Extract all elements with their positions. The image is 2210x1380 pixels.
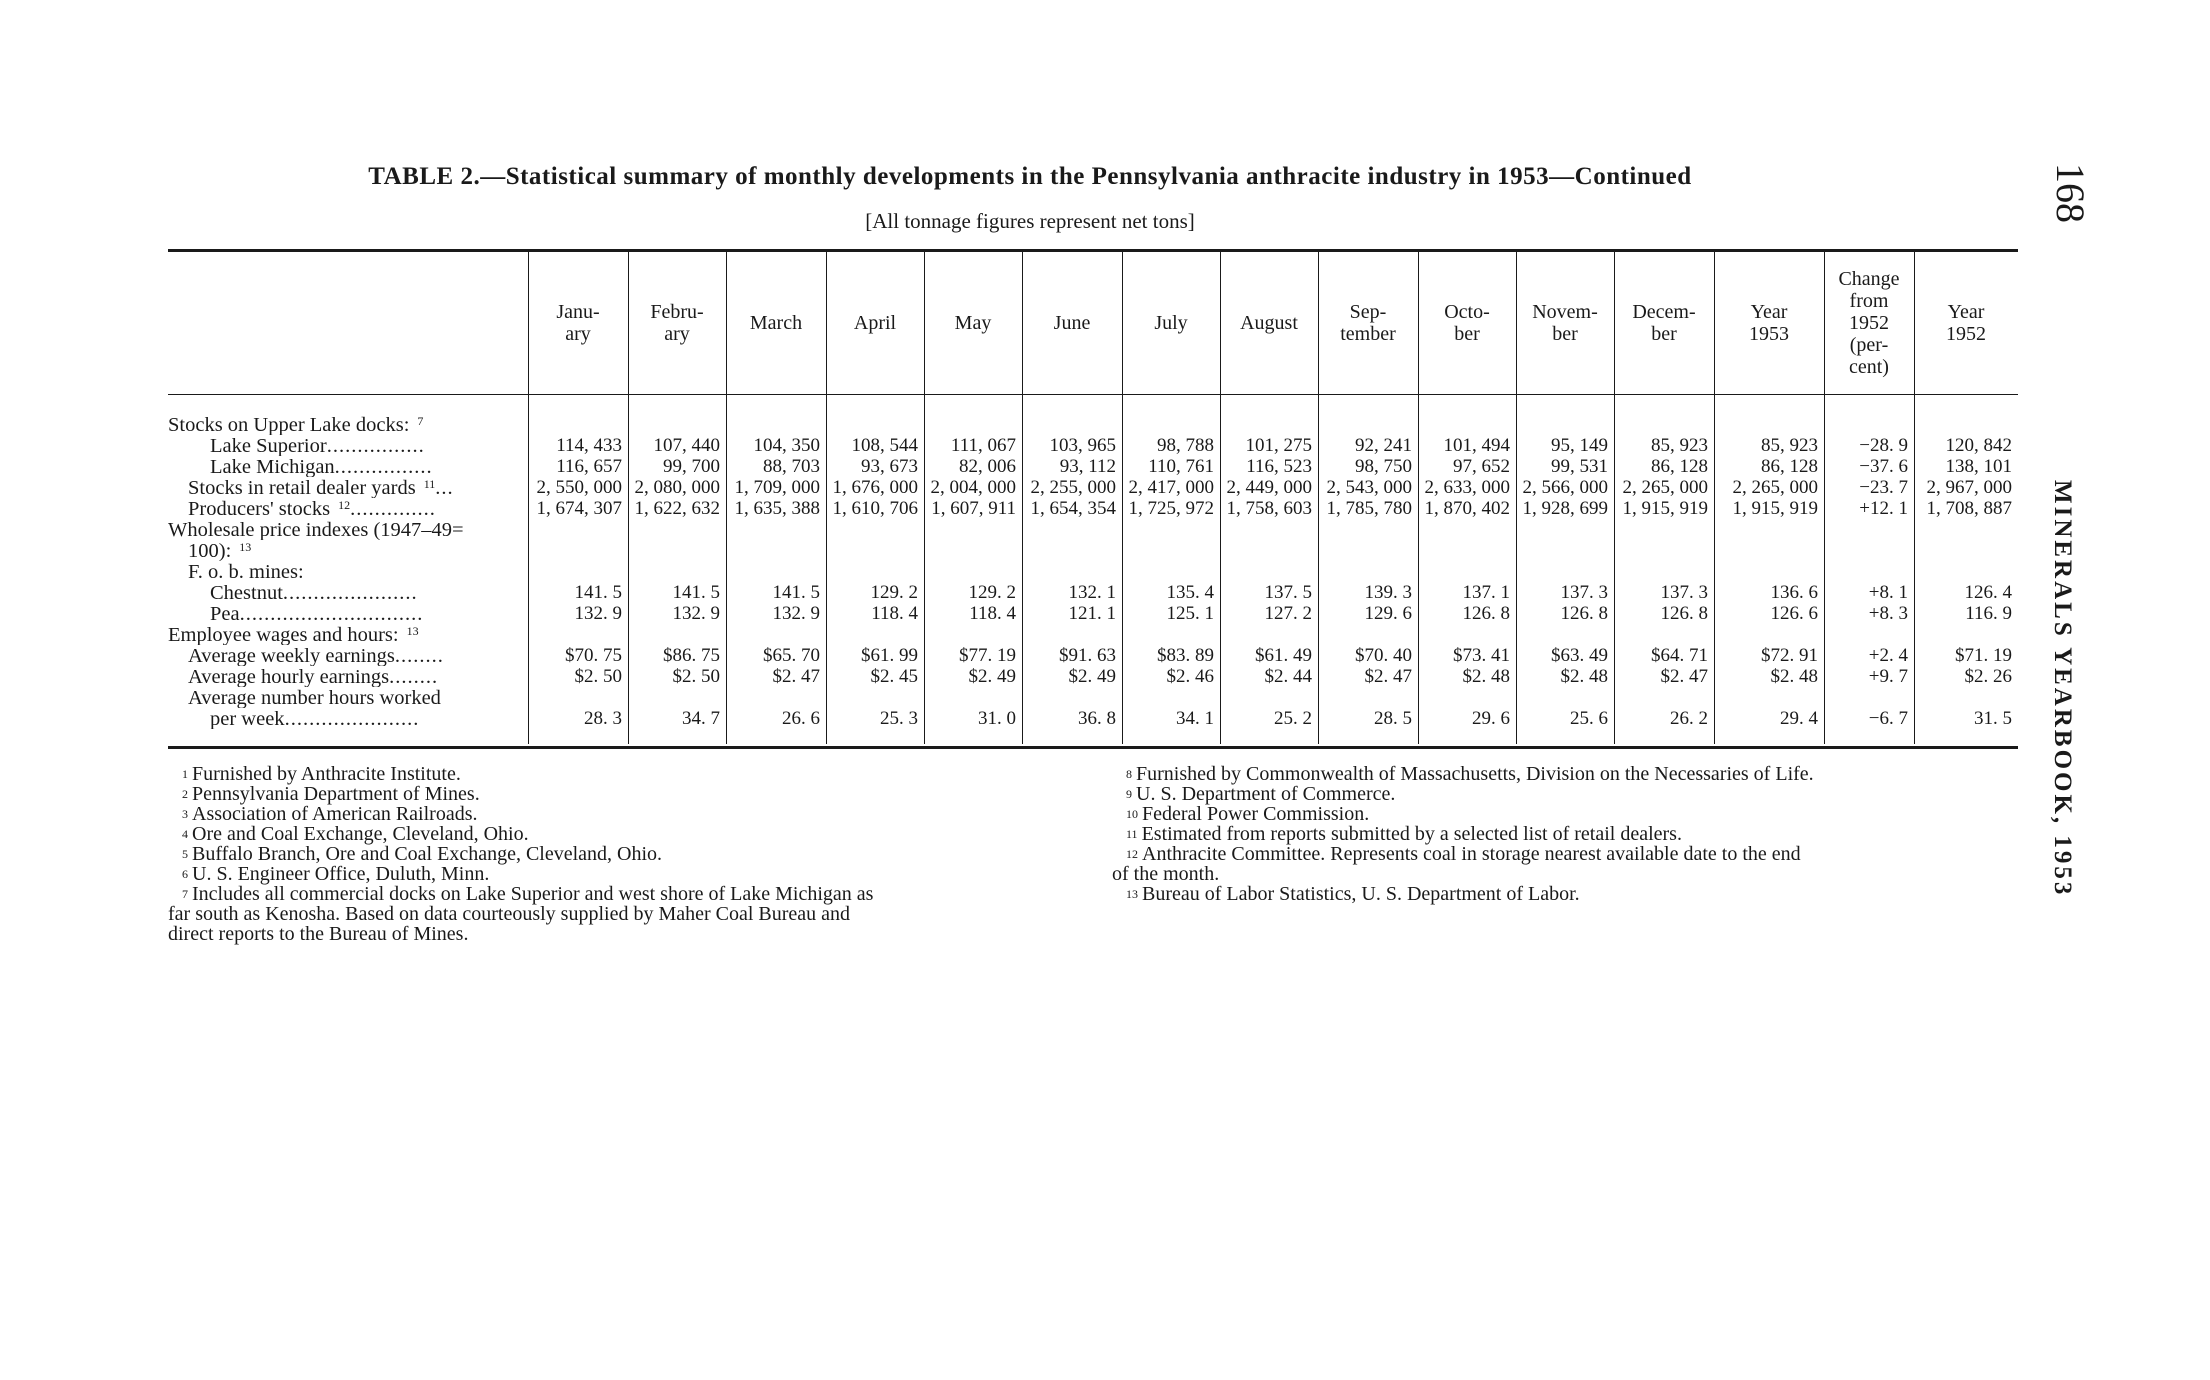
cell-lake-superior-november: 95, 149 <box>1551 435 1608 456</box>
row-label-lake-superior <box>168 436 528 456</box>
cell-lake-superior-march: 104, 350 <box>753 435 820 456</box>
col-header-label: July <box>1154 312 1188 334</box>
cell-pea-january: 132. 9 <box>574 603 622 624</box>
leader-dots: ...................... <box>282 583 418 603</box>
cell-lake-michigan-april: 93, 673 <box>861 456 918 477</box>
col-header-may <box>924 252 1022 394</box>
cell-pea-april: 118. 4 <box>871 603 918 624</box>
footnote-text: Buffalo Branch, Ore and Coal Exchange, Cleveland, Ohio. <box>192 843 663 865</box>
cell-hourly-earnings-year-1953: $2. 48 <box>1770 666 1818 687</box>
table-bottom-rule <box>168 746 2018 749</box>
cell-chestnut-august: 137. 5 <box>1264 582 1312 603</box>
cell-lake-superior-year-1953: 85, 923 <box>1761 435 1818 456</box>
cell-lake-michigan-september: 98, 750 <box>1355 456 1412 477</box>
table-subtitle: [All tonnage figures represent net tons] <box>865 209 1195 233</box>
row-label-text: F. o. b. mines: <box>188 562 304 582</box>
cell-lake-superior-january: 114, 433 <box>556 435 622 456</box>
cell-lake-superior-september: 92, 241 <box>1355 435 1412 456</box>
cell-chestnut-june: 132. 1 <box>1068 582 1116 603</box>
col-header-march <box>726 252 826 394</box>
col-header-label: April <box>853 312 897 334</box>
cell-hourly-earnings-february: $2. 50 <box>672 666 720 687</box>
cell-retail-stocks-change-percent: −23. 7 <box>1859 477 1908 498</box>
cell-producers-stocks-august: 1, 758, 603 <box>1226 498 1312 519</box>
cell-hourly-earnings-year-1952: $2. 26 <box>1964 666 2012 687</box>
cell-hours-line2-year-1953: 29. 4 <box>1780 708 1818 729</box>
footnote-text: of the month. <box>1112 863 1220 885</box>
row-label-stocks-upper-lake <box>168 415 528 435</box>
cell-hours-line2-june: 36. 8 <box>1078 708 1116 729</box>
cell-chestnut-february: 141. 5 <box>672 582 720 603</box>
col-header-label: Change from 1952 (per- cent) <box>1838 268 1900 378</box>
col-header-change-percent <box>1824 252 1914 394</box>
row-label-wholesale-line2 <box>168 541 528 561</box>
footnote-ref: 7 <box>414 415 424 428</box>
cell-chestnut-year-1952: 126. 4 <box>1964 582 2012 603</box>
row-label-weekly-earnings <box>168 646 528 666</box>
cell-lake-superior-change-percent: −28. 9 <box>1859 435 1908 456</box>
row-label-chestnut <box>168 583 528 603</box>
col-header-label: Year 1953 <box>1749 301 1789 345</box>
footnote-text: Includes all commercial docks on Lake Superior and west shore of Lake Michigan as <box>192 883 874 905</box>
row-label-text: Stocks in retail dealer yards <box>188 478 416 498</box>
footnote-text: Anthracite Committee. Represents coal in storage nearest available date to the end <box>1142 843 1801 865</box>
footnote-line <box>182 784 480 804</box>
leader-dots: ................ <box>326 436 425 456</box>
footnote-line <box>1126 824 1682 844</box>
cell-retail-stocks-november: 2, 566, 000 <box>1522 477 1608 498</box>
cell-weekly-earnings-april: $61. 99 <box>861 645 918 666</box>
page-number: 168 <box>2048 163 2093 223</box>
row-label-text: Chestnut <box>210 583 283 603</box>
cell-hourly-earnings-june: $2. 49 <box>1068 666 1116 687</box>
footnote-ref: 13 <box>236 541 252 554</box>
cell-pea-year-1952: 116. 9 <box>1965 603 2012 624</box>
col-header-label: August <box>1240 312 1298 334</box>
cell-pea-august: 127. 2 <box>1264 603 1312 624</box>
cell-producers-stocks-year-1952: 1, 708, 887 <box>1926 498 2012 519</box>
footnote-text: U. S. Engineer Office, Duluth, Minn. <box>192 863 490 885</box>
cell-hourly-earnings-november: $2. 48 <box>1560 666 1608 687</box>
footnote-number: 9 <box>1126 787 1132 801</box>
cell-retail-stocks-april: 1, 676, 000 <box>832 477 918 498</box>
cell-pea-november: 126. 8 <box>1560 603 1608 624</box>
cell-retail-stocks-february: 2, 080, 000 <box>634 477 720 498</box>
footnote-text: Pennsylvania Department of Mines. <box>192 783 480 805</box>
cell-weekly-earnings-july: $83. 89 <box>1157 645 1214 666</box>
cell-producers-stocks-february: 1, 622, 632 <box>634 498 720 519</box>
cell-retail-stocks-august: 2, 449, 000 <box>1226 477 1312 498</box>
cell-weekly-earnings-august: $61. 49 <box>1255 645 1312 666</box>
cell-retail-stocks-march: 1, 709, 000 <box>734 477 820 498</box>
cell-lake-superior-april: 108, 544 <box>851 435 918 456</box>
cell-hourly-earnings-march: $2. 47 <box>772 666 820 687</box>
cell-retail-stocks-year-1953: 2, 265, 000 <box>1732 477 1818 498</box>
cell-producers-stocks-change-percent: +12. 1 <box>1859 498 1908 519</box>
running-head: MINERALS YEARBOOK, 1953 <box>2049 480 2076 898</box>
cell-lake-michigan-february: 99, 700 <box>663 456 720 477</box>
col-header-july <box>1122 252 1220 394</box>
cell-producers-stocks-june: 1, 654, 354 <box>1030 498 1116 519</box>
cell-pea-year-1953: 126. 6 <box>1770 603 1818 624</box>
row-label-fob-mines <box>168 562 528 582</box>
cell-hours-line2-november: 25. 6 <box>1570 708 1608 729</box>
cell-weekly-earnings-february: $86. 75 <box>663 645 720 666</box>
row-label-hourly-earnings <box>168 667 528 687</box>
cell-lake-superior-august: 101, 275 <box>1245 435 1312 456</box>
cell-chestnut-change-percent: +8. 1 <box>1868 582 1908 603</box>
footnote-number: 12 <box>1126 847 1138 861</box>
cell-weekly-earnings-change-percent: +2. 4 <box>1868 645 1908 666</box>
footnote-line <box>182 864 489 884</box>
cell-pea-october: 126. 8 <box>1462 603 1510 624</box>
row-label-lake-michigan <box>168 457 528 477</box>
cell-weekly-earnings-october: $73. 41 <box>1453 645 1510 666</box>
cell-chestnut-april: 129. 2 <box>870 582 918 603</box>
cell-pea-june: 121. 1 <box>1068 603 1116 624</box>
cell-hours-line2-april: 25. 3 <box>880 708 918 729</box>
row-label-text: Pea <box>210 604 240 624</box>
row-label-producers-stocks <box>168 499 528 519</box>
cell-lake-superior-june: 103, 965 <box>1049 435 1116 456</box>
cell-hours-line2-december: 26. 2 <box>1670 708 1708 729</box>
col-header-label: Octo- ber <box>1444 301 1490 345</box>
col-header-year-1952 <box>1914 252 2018 394</box>
footnote-number: 5 <box>182 847 188 861</box>
cell-lake-michigan-october: 97, 652 <box>1453 456 1510 477</box>
cell-producers-stocks-april: 1, 610, 706 <box>832 498 918 519</box>
footnote-text: direct reports to the Bureau of Mines. <box>168 923 469 945</box>
cell-weekly-earnings-november: $63. 49 <box>1551 645 1608 666</box>
row-label-wholesale-line1 <box>168 520 528 540</box>
cell-lake-michigan-december: 86, 128 <box>1651 456 1708 477</box>
cell-lake-superior-february: 107, 440 <box>653 435 720 456</box>
row-label-text: per week <box>210 709 285 729</box>
col-header-august <box>1220 252 1318 394</box>
cell-hours-line2-may: 31. 0 <box>978 708 1016 729</box>
col-header-label: Febru- ary <box>650 301 704 345</box>
cell-weekly-earnings-june: $91. 63 <box>1059 645 1116 666</box>
cell-hourly-earnings-october: $2. 48 <box>1462 666 1510 687</box>
footnote-number: 13 <box>1126 887 1138 901</box>
cell-producers-stocks-october: 1, 870, 402 <box>1424 498 1510 519</box>
cell-retail-stocks-january: 2, 550, 000 <box>536 477 622 498</box>
cell-pea-february: 132. 9 <box>672 603 720 624</box>
footnote-text: Ore and Coal Exchange, Cleveland, Ohio. <box>192 823 529 845</box>
cell-pea-march: 132. 9 <box>772 603 820 624</box>
footnote-line <box>182 804 478 824</box>
cell-pea-july: 125. 1 <box>1166 603 1214 624</box>
col-header-february <box>628 252 726 394</box>
cell-hourly-earnings-july: $2. 46 <box>1166 666 1214 687</box>
cell-lake-michigan-change-percent: −37. 6 <box>1859 456 1908 477</box>
footnote-line <box>1126 884 1580 904</box>
col-header-april <box>826 252 924 394</box>
cell-chestnut-may: 129. 2 <box>968 582 1016 603</box>
col-header-label: March <box>749 312 803 334</box>
cell-chestnut-october: 137. 1 <box>1462 582 1510 603</box>
cell-producers-stocks-may: 1, 607, 911 <box>931 498 1016 519</box>
cell-weekly-earnings-january: $70. 75 <box>565 645 622 666</box>
col-header-label: Novem- ber <box>1532 301 1598 345</box>
footnote-line <box>182 884 873 904</box>
cell-lake-superior-december: 85, 923 <box>1651 435 1708 456</box>
cell-pea-september: 129. 6 <box>1364 603 1412 624</box>
cell-hourly-earnings-august: $2. 44 <box>1264 666 1312 687</box>
cell-hourly-earnings-april: $2. 45 <box>870 666 918 687</box>
cell-chestnut-year-1953: 136. 6 <box>1770 582 1818 603</box>
cell-hourly-earnings-september: $2. 47 <box>1364 666 1412 687</box>
footnote-line <box>1126 804 1369 824</box>
footnote-line <box>1126 764 1814 784</box>
cell-retail-stocks-september: 2, 543, 000 <box>1326 477 1412 498</box>
row-label-retail-stocks <box>168 478 528 498</box>
row-label-text: Producers' stocks <box>188 499 331 519</box>
table-title: TABLE 2.—Statistical summary of monthly developments in the Pennsylvania anthracite industry in 1953—Continued <box>368 163 1692 190</box>
cell-producers-stocks-march: 1, 635, 388 <box>734 498 820 519</box>
col-header-june <box>1022 252 1122 394</box>
footnote-number: 6 <box>182 867 188 881</box>
leader-dots: ................ <box>334 457 433 477</box>
cell-retail-stocks-october: 2, 633, 000 <box>1424 477 1510 498</box>
footnote-text: Association of American Railroads. <box>192 803 478 825</box>
col-header-year-1953 <box>1714 252 1824 394</box>
cell-producers-stocks-november: 1, 928, 699 <box>1522 498 1608 519</box>
col-header-october <box>1418 252 1516 394</box>
row-label-hours-line2 <box>168 709 528 729</box>
col-header-december <box>1614 252 1714 394</box>
footnote-text: Furnished by Anthracite Institute. <box>192 763 461 785</box>
cell-weekly-earnings-march: $65. 70 <box>763 645 820 666</box>
cell-hours-line2-march: 26. 6 <box>782 708 820 729</box>
cell-hours-line2-january: 28. 3 <box>584 708 622 729</box>
cell-chestnut-march: 141. 5 <box>772 582 820 603</box>
cell-weekly-earnings-year-1952: $71. 19 <box>1955 645 2012 666</box>
footnote-number: 10 <box>1126 807 1138 821</box>
footnote-text: Estimated from reports submitted by a selected list of retail dealers. <box>1141 823 1682 845</box>
row-label-text: Lake Michigan <box>210 457 335 477</box>
col-header-january <box>528 252 628 394</box>
cell-weekly-earnings-december: $64. 71 <box>1651 645 1708 666</box>
footnote-line <box>168 904 850 924</box>
footnote-line <box>182 844 662 864</box>
footnote-text: Bureau of Labor Statistics, U. S. Department of Labor. <box>1142 883 1580 905</box>
cell-hourly-earnings-change-percent: +9. 7 <box>1868 666 1908 687</box>
cell-lake-michigan-year-1953: 86, 128 <box>1761 456 1818 477</box>
footnote-number: 3 <box>182 807 188 821</box>
leader-dots: .............. <box>350 499 436 519</box>
cell-producers-stocks-july: 1, 725, 972 <box>1128 498 1214 519</box>
cell-lake-michigan-november: 99, 531 <box>1551 456 1608 477</box>
cell-hours-line2-august: 25. 2 <box>1274 708 1312 729</box>
footnote-line <box>182 824 529 844</box>
leader-dots: ...................... <box>284 709 420 729</box>
cell-lake-michigan-july: 110, 761 <box>1148 456 1214 477</box>
cell-chestnut-september: 139. 3 <box>1364 582 1412 603</box>
footnote-ref: 11 <box>420 478 436 491</box>
cell-lake-michigan-january: 116, 657 <box>556 456 622 477</box>
col-header-label: Sep- tember <box>1340 301 1396 345</box>
col-header-label: Year 1952 <box>1946 301 1986 345</box>
footnote-line <box>1126 844 1801 864</box>
row-label-text: Stocks on Upper Lake docks: <box>168 415 410 435</box>
leader-dots: ........ <box>394 646 444 666</box>
row-label-employee-wages <box>168 625 528 645</box>
footnote-number: 4 <box>182 827 188 841</box>
cell-retail-stocks-may: 2, 004, 000 <box>930 477 1016 498</box>
cell-pea-may: 118. 4 <box>969 603 1016 624</box>
footnote-number: 1 <box>182 767 188 781</box>
cell-lake-michigan-year-1952: 138, 101 <box>1945 456 2012 477</box>
cell-hours-line2-year-1952: 31. 5 <box>1974 708 2012 729</box>
cell-producers-stocks-december: 1, 915, 919 <box>1622 498 1708 519</box>
cell-hours-line2-change-percent: −6. 7 <box>1868 708 1908 729</box>
cell-weekly-earnings-year-1953: $72. 91 <box>1761 645 1818 666</box>
cell-lake-michigan-may: 82, 006 <box>959 456 1016 477</box>
footnote-number: 7 <box>182 887 188 901</box>
footnote-line <box>182 764 461 784</box>
cell-lake-superior-july: 98, 788 <box>1157 435 1214 456</box>
row-label-text: 100): <box>188 541 232 561</box>
leader-dots: .............................. <box>239 604 424 624</box>
col-header-label: June <box>1053 312 1091 334</box>
cell-hourly-earnings-may: $2. 49 <box>968 666 1016 687</box>
cell-retail-stocks-year-1952: 2, 967, 000 <box>1926 477 2012 498</box>
cell-chestnut-december: 137. 3 <box>1660 582 1708 603</box>
cell-retail-stocks-december: 2, 265, 000 <box>1622 477 1708 498</box>
row-label-text: Employee wages and hours: <box>168 625 399 645</box>
cell-chestnut-july: 135. 4 <box>1166 582 1214 603</box>
cell-pea-change-percent: +8. 3 <box>1868 603 1908 624</box>
cell-lake-superior-may: 111, 067 <box>950 435 1016 456</box>
cell-lake-michigan-june: 93, 112 <box>1059 456 1116 477</box>
cell-hours-line2-february: 34. 7 <box>682 708 720 729</box>
cell-pea-december: 126. 8 <box>1660 603 1708 624</box>
col-header-label: Decem- ber <box>1632 301 1696 345</box>
row-label-pea <box>168 604 528 624</box>
cell-hours-line2-october: 29. 6 <box>1472 708 1510 729</box>
cell-hours-line2-september: 28. 5 <box>1374 708 1412 729</box>
cell-retail-stocks-july: 2, 417, 000 <box>1128 477 1214 498</box>
footnote-line <box>1126 784 1395 804</box>
leader-dots: ... <box>435 478 454 498</box>
footnote-text: U. S. Department of Commerce. <box>1136 783 1396 805</box>
col-header-november <box>1516 252 1614 394</box>
cell-retail-stocks-june: 2, 255, 000 <box>1030 477 1116 498</box>
row-label-hours-line1 <box>168 688 528 708</box>
row-label-text: Average hourly earnings <box>188 667 390 687</box>
col-header-label: Janu- ary <box>556 301 600 345</box>
cell-hourly-earnings-december: $2. 47 <box>1660 666 1708 687</box>
cell-producers-stocks-september: 1, 785, 780 <box>1326 498 1412 519</box>
footnote-line <box>1112 864 1219 884</box>
cell-weekly-earnings-may: $77. 19 <box>959 645 1016 666</box>
cell-hourly-earnings-january: $2. 50 <box>574 666 622 687</box>
cell-producers-stocks-year-1953: 1, 915, 919 <box>1732 498 1818 519</box>
table-header-rule <box>168 394 2018 395</box>
col-header-september <box>1318 252 1418 394</box>
footnote-ref: 13 <box>403 625 419 638</box>
footnote-number: 8 <box>1126 767 1132 781</box>
row-label-text: Average weekly earnings <box>188 646 395 666</box>
cell-hours-line2-july: 34. 1 <box>1176 708 1214 729</box>
footnote-text: Furnished by Commonwealth of Massachusetts, Division on the Necessaries of Life. <box>1136 763 1814 785</box>
cell-weekly-earnings-september: $70. 40 <box>1355 645 1412 666</box>
footnote-line <box>168 924 468 944</box>
footnote-number: 2 <box>182 787 188 801</box>
footnote-ref: 12 <box>335 499 351 512</box>
footnote-number: 11 <box>1126 827 1138 841</box>
cell-lake-michigan-august: 116, 523 <box>1246 456 1312 477</box>
row-label-text: Lake Superior <box>210 436 327 456</box>
footnote-text: Federal Power Commission. <box>1142 803 1370 825</box>
cell-chestnut-january: 141. 5 <box>574 582 622 603</box>
row-label-text: Average number hours worked <box>188 688 441 708</box>
cell-lake-michigan-march: 88, 703 <box>763 456 820 477</box>
cell-chestnut-november: 137. 3 <box>1560 582 1608 603</box>
leader-dots: ........ <box>389 667 439 687</box>
row-label-text: Wholesale price indexes (1947–49= <box>168 520 464 540</box>
footnote-text: far south as Kenosha. Based on data courteously supplied by Maher Coal Bureau and <box>168 903 851 925</box>
cell-lake-superior-october: 101, 494 <box>1443 435 1510 456</box>
col-header-label: May <box>954 312 992 334</box>
cell-producers-stocks-january: 1, 674, 307 <box>536 498 622 519</box>
cell-lake-superior-year-1952: 120, 842 <box>1945 435 2012 456</box>
